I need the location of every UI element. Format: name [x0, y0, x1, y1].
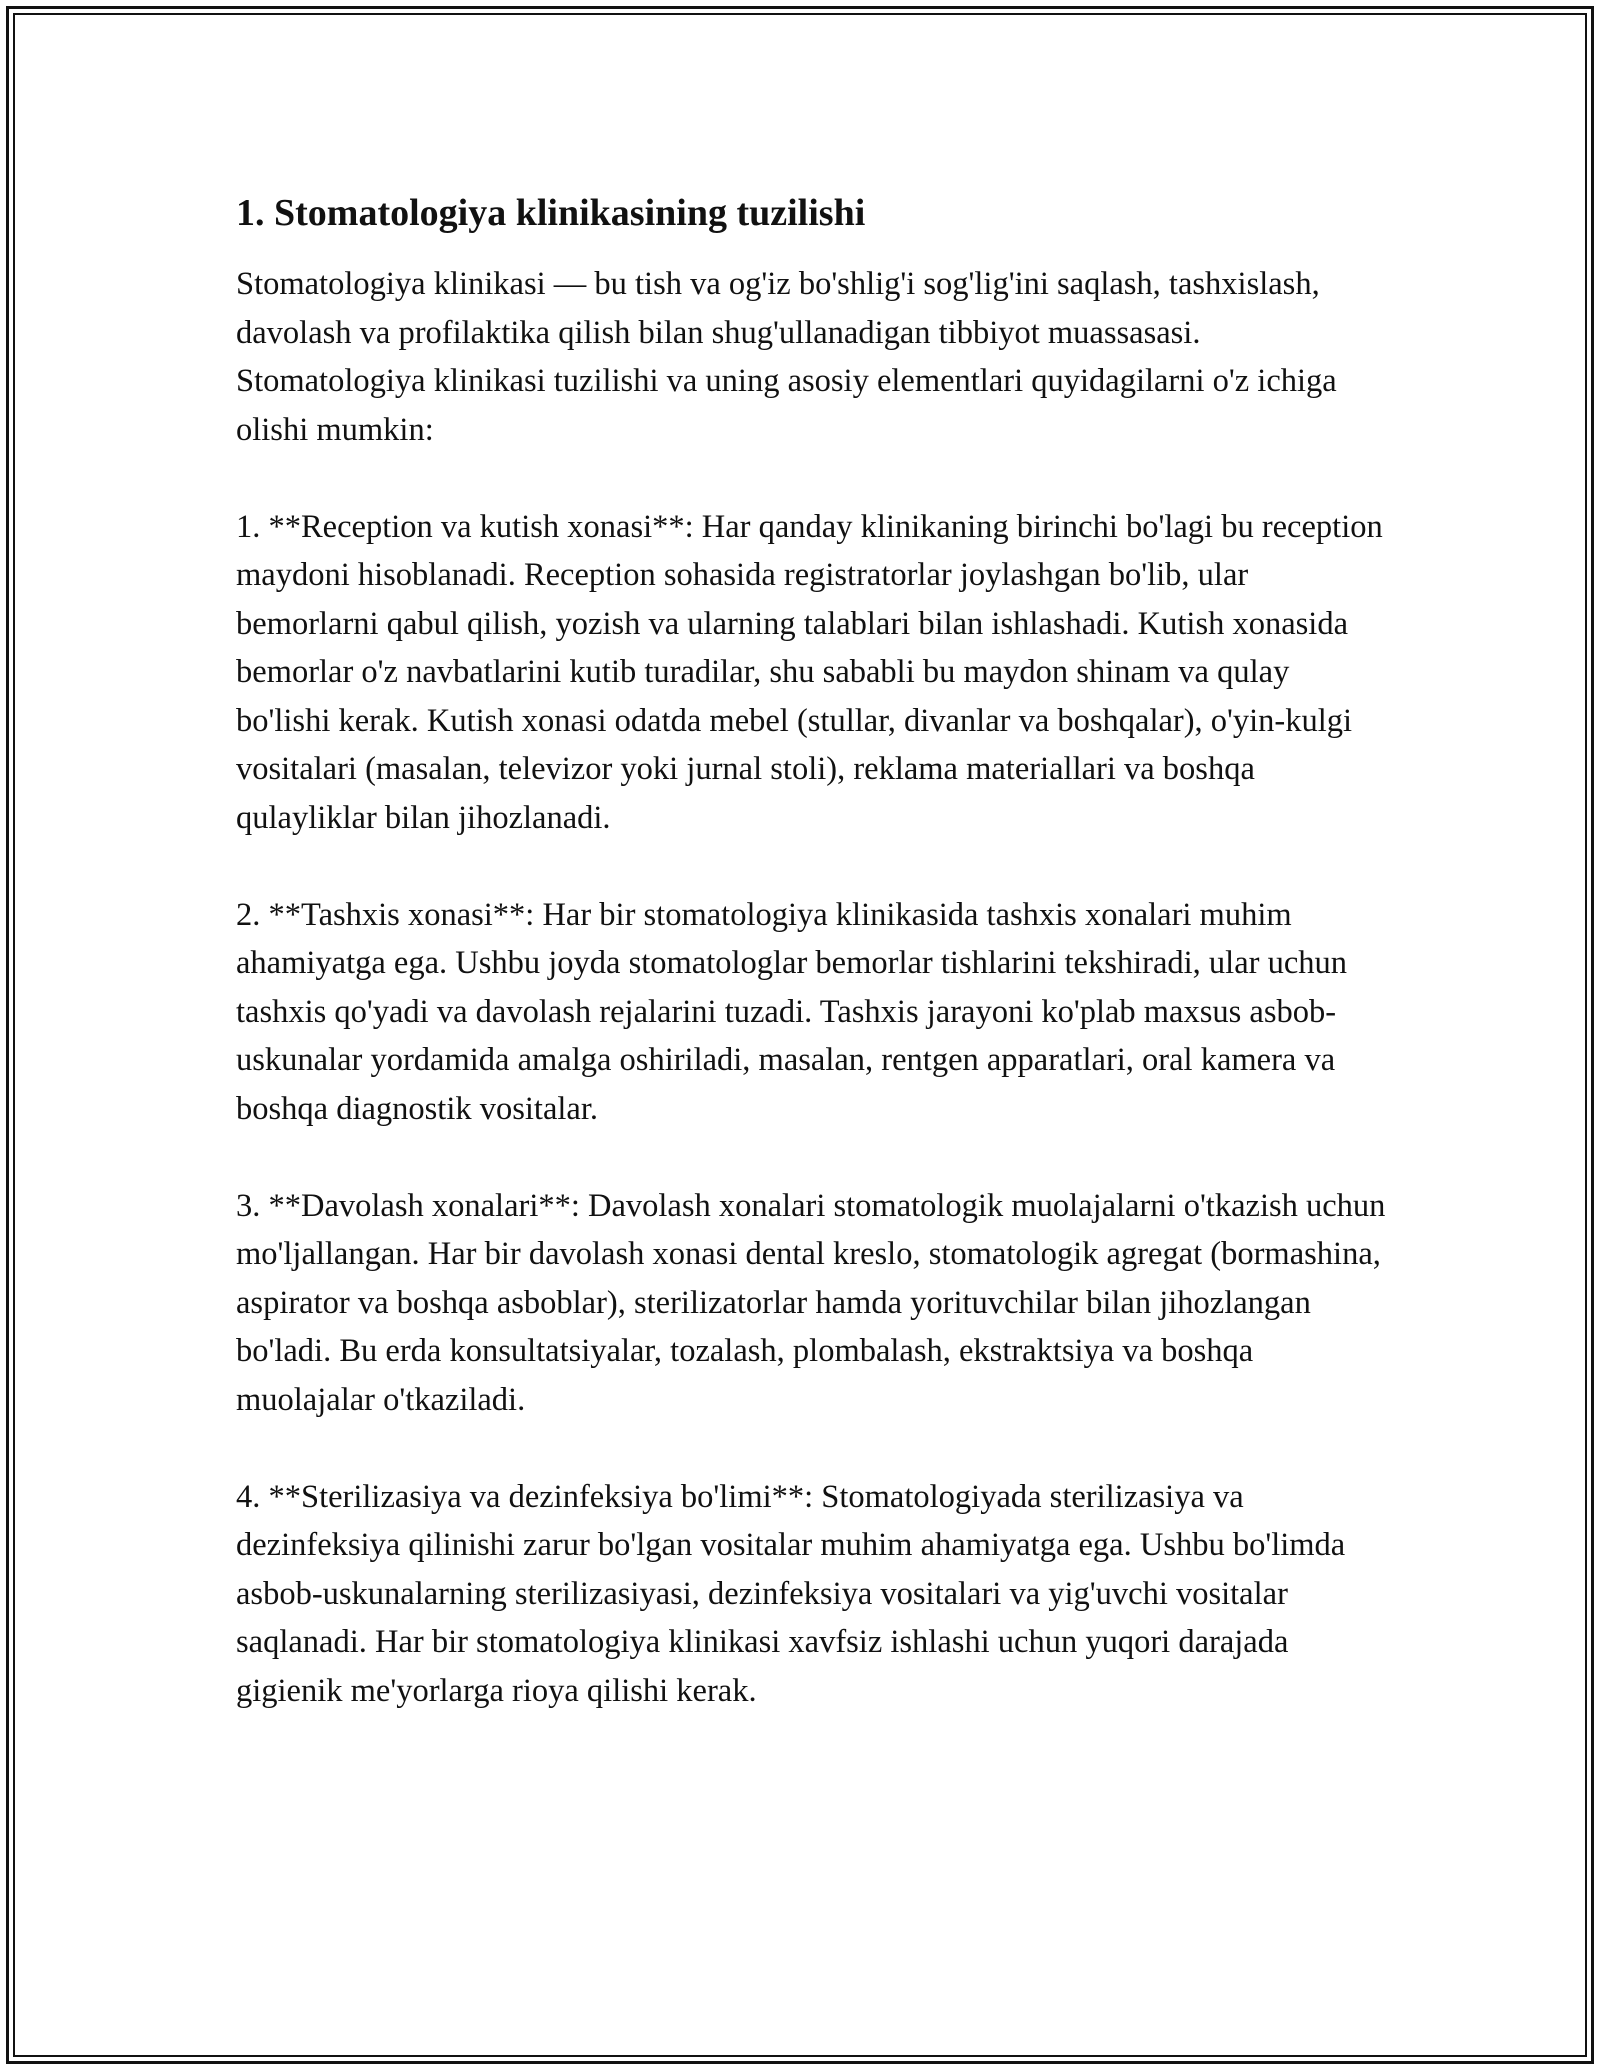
document-body	[236, 186, 1386, 1764]
section-title: 1. Stomatologiya klinikasining tuzilishi	[236, 192, 866, 234]
reception-paragraph: 1. **Reception va kutish xonasi**: Har qanday klinikaning birinchi bo'lagi bu reception maydoni hisoblanadi. Reception sohasida registratorlar joylashgan bo'lib, ular bemorlarni qabul qilish, yozish va ularning talablari bilan ishlashadi. Kutish xonasida bemorlar o'z navbatlarini kutib turadilar, shu sababli bu maydon shinam va qulay bo'lishi kerak. Kutish xonasi odatda mebel (stullar, divanlar va boshqalar), o'yin-kulgi vositalari (masalan, televizor yoki jurnal stoli), reklama materiallari va boshqa qulayliklar bilan jihozlanadi.	[236, 508, 1383, 836]
sterilization-paragraph: 4. **Sterilizasiya va dezinfeksiya bo'limi**: Stomatologiyada sterilizasiya va dezinfeksiya qilinishi zarur bo'lgan vositalar muhim ahamiyatga ega. Ushbu bo'limda asbob-uskunalarning sterilizasiyasi, dezinfeksiya vositalari va yig'uvchi vositalar saqlanadi. Har bir stomatologiya klinikasi xavfsiz ishlashi uchun yuqori darajada gigienik me'yorlarga rioya qilishi kerak.	[236, 1478, 1346, 1709]
intro-paragraph: Stomatologiya klinikasi — bu tish va og'iz bo'shlig'i sog'lig'ini saqlash, tashxislash, davolash va profilaktika qilish bilan shug'ullanadigan tibbiyot muassasasi. Stomatologiya klinikasi tuzilishi va uning asosiy elementlari quyidagilarni o'z ichiga olishi mumkin:	[236, 266, 1337, 448]
diagnosis-room-paragraph: 2. **Tashxis xonasi**: Har bir stomatologiya klinikasida tashxis xonalari muhim ahamiyatga ega. Ushbu joyda stomatologlar bemorlar tishlarini tekshiradi, ular uchun tashxis qo'yadi va davolash rejalarini tuzadi. Tashxis jarayoni ko'plab maxsus asbob-uskunalar yordamida amalga oshiriladi, masalan, rentgen apparatlari, oral kamera va boshqa diagnostik vositalar.	[236, 896, 1348, 1127]
treatment-rooms-paragraph: 3. **Davolash xonalari**: Davolash xonalari stomatologik muolajalarni o'tkazish uchun mo'ljallangan. Har bir davolash xonasi dental kreslo, stomatologik agregat (bormashina, aspirator va boshqa asboblar), sterilizatorlar hamda yorituvchilar bilan jihozlangan bo'ladi. Bu erda konsultatsiyalar, tozalash, plombalash, ekstraktsiya va boshqa muolajalar o'tkaziladi.	[236, 1187, 1386, 1418]
